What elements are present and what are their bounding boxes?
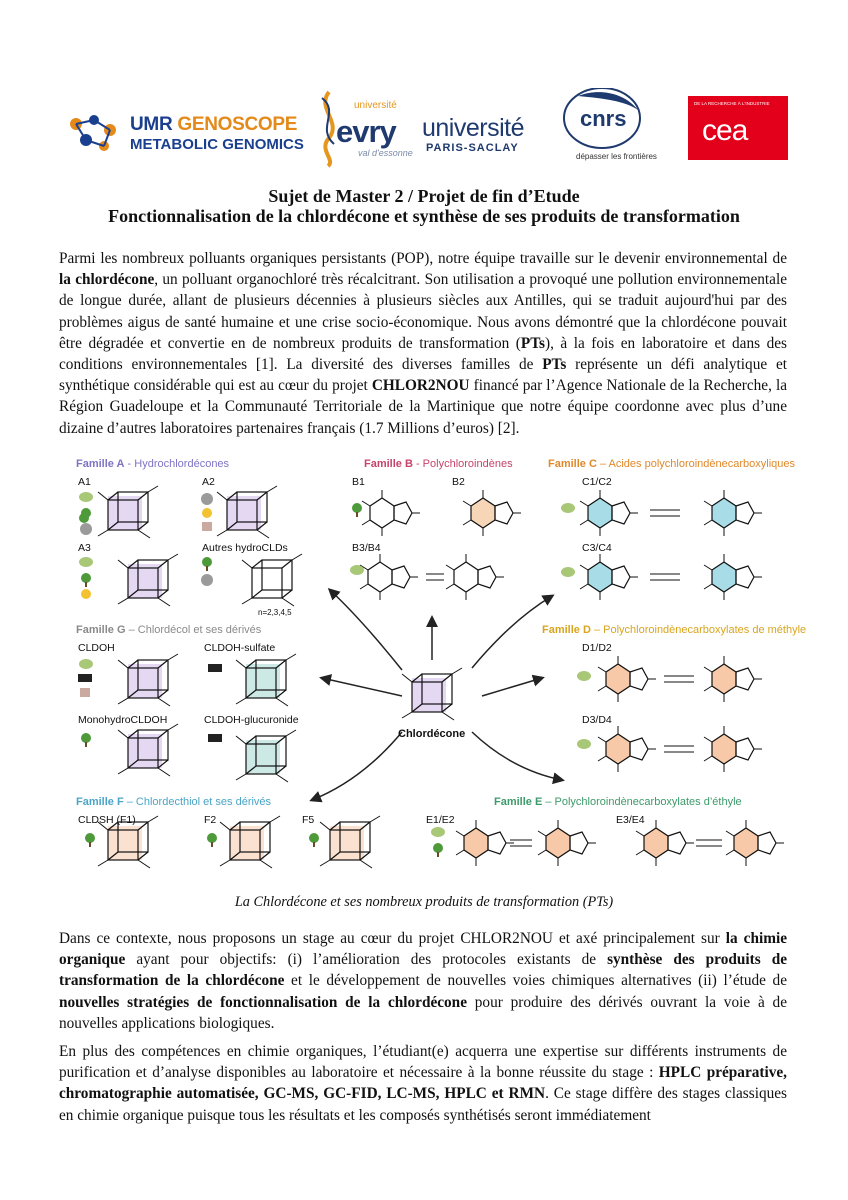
compound-cldsh: CLDSH (F1): [78, 814, 136, 826]
p2-bold-1: la chimie organique: [59, 930, 787, 969]
cea-tagline: DE LA RECHERCHE À L'INDUSTRIE: [694, 101, 770, 106]
cnrs-tagline: dépasser les frontières: [576, 152, 657, 161]
evry-logo: [314, 88, 414, 168]
genoscope-name: GENOSCOPE: [177, 114, 298, 135]
figure-caption: La Chlordécone et ses nombreux produits de transformation (PTs): [234, 894, 614, 910]
p2-text-4: pour produire des dérivés ouvrant la voie à de nouvelles applications biologiques.: [59, 993, 787, 1032]
p3-text-2: . Ce stage diffère des stages classiques en chimie organique puisque tous les résultats et les composés synthétisés seront immédiatement: [59, 1085, 787, 1124]
compound-cldoh-sulfate: CLDOH-sulfate: [204, 642, 276, 654]
evry-name: evry: [336, 114, 396, 149]
family-d-structures: [598, 656, 762, 772]
umr-genoscope-logo: [64, 110, 304, 156]
compound-a-other-n: n=2,3,4,5: [258, 608, 292, 617]
p1-text-2: , un polluant organochloré très récalcitrant. Son utilisation a provoqué une pollution environnementale de longue durée, allant de plusieurs décennies à plusieurs siècles aux Antilles, qui se traduit aujourd'hui par des problèmes aigus de santé humaine et une crise socio-économique. Nous avons démontré que la chlordécone pouvait être dégradée et convertie en de nombreux produits de transformation (: [59, 271, 787, 352]
logo-banner: [64, 88, 794, 168]
p3-text-1: En plus des compétences en chimie organiques, l’étudiant(e) acquerra une expertise sur différents instruments de purification et d’analyse disponibles au laboratoire et nécessaire à la bonne réussite du stage :: [59, 1043, 787, 1082]
genoscope-subtitle: METABOLIC GENOMICS: [130, 136, 304, 153]
genoscope-molecule-icon: [64, 110, 124, 156]
p1-bold-2: PTs: [520, 334, 545, 352]
family-b-structures: [360, 490, 521, 600]
compound-a-other: Autres hydroCLDs: [202, 542, 288, 554]
saclay-name: PARIS-SACLAY: [426, 142, 519, 154]
p2-text-2: ayant pour objectifs: (i) l’amélioration des protocoles existants de: [125, 951, 608, 969]
document-subtitle: Fonctionnalisation de la chlordécone et synthèse de ses produits de transformation: [108, 206, 740, 226]
family-f-structures: [98, 816, 380, 868]
saclay-universite: université: [422, 114, 524, 142]
genoscope-umr: UMR: [130, 114, 178, 135]
cea-logo: [688, 96, 788, 160]
skills-paragraph: [59, 1041, 787, 1126]
compound-cldoh: CLDOH: [78, 642, 115, 654]
compound-b34: B3/B4: [352, 542, 381, 554]
compound-f2: F2: [204, 814, 217, 826]
compound-e34: E3/E4: [616, 814, 645, 826]
svg-text:cnrs: cnrs: [580, 106, 627, 131]
family-e-label: Famille E – Polychloroindènecarboxylates d’éthyle: [494, 796, 742, 808]
compound-e12: E1/E2: [426, 814, 455, 826]
compound-monohydrocldoh: MonohydroCLDOH: [78, 714, 168, 726]
family-g-label: Famille G – Chlordécol et ses dérivés: [76, 624, 262, 636]
objectives-paragraph: [59, 928, 787, 1034]
intro-paragraph: [59, 248, 787, 439]
evry-universite: université: [354, 100, 397, 111]
p1-text-4: représente un défi analytique et synthétique considérable qui est au cœur du projet: [59, 356, 787, 395]
p1-bold-1: la chlordécone: [59, 271, 155, 289]
cnrs-emblem-icon: [554, 88, 654, 152]
paris-saclay-logo: [420, 114, 540, 154]
family-b-label: Famille B - Polychloroindènes: [364, 458, 513, 470]
compound-a3: A3: [78, 542, 91, 554]
compound-c12: C1/C2: [582, 476, 612, 488]
compound-d12: D1/D2: [582, 642, 612, 654]
p1-bold-3: PTs: [542, 356, 567, 374]
compound-a1: A1: [78, 476, 91, 488]
transformation-products-figure: [62, 450, 822, 890]
p2-bold-2: synthèse des produits de transformation de la chlordécone: [59, 951, 788, 990]
p1-text-1: Parmi les nombreux polluants organiques persistants (POP), notre équipe travaille sur le devenir environnemental de: [59, 250, 787, 267]
compound-c34: C3/C4: [582, 542, 612, 554]
compound-f5: F5: [302, 814, 315, 826]
compound-b1: B1: [352, 476, 365, 488]
compound-d34: D3/D4: [582, 714, 612, 726]
compound-b2: B2: [452, 476, 465, 488]
compound-cldoh-glucuronide: CLDOH-glucuronide: [204, 714, 299, 726]
p1-text-5: financé par l’Agence Nationale de la Recherche, la Région Guadeloupe et la Communauté Territoriale de la Martinique que notre équipe coordonne avec plus d’une dizaine d’autres laboratoires partenaires français (1.7 Millions d’euros) [2].: [59, 377, 787, 437]
p2-text-3: et le développement de nouvelles voies chimiques alternatives (ii) l’étude de: [284, 972, 787, 990]
evry-subtitle: val d'essonne: [358, 148, 413, 158]
document-title: Sujet de Master 2 / Projet de fin d’Etude: [268, 186, 580, 206]
chlordecone-structure: [402, 668, 462, 720]
family-c-label: Famille C – Acides polychloroindènecarboxyliques: [548, 458, 796, 470]
family-a-label: Famille A - Hydrochlordécones: [76, 458, 230, 470]
family-f-label: Famille F – Chlordecthiol et ses dérivés: [76, 796, 272, 808]
cnrs-logo: [554, 88, 657, 168]
p2-text-1: Dans ce contexte, nous proposons un stage au cœur du projet CHLOR2NOU et axé principalement sur: [59, 930, 726, 947]
p1-bold-4: CHLOR2NOU: [371, 377, 470, 395]
p1-text-3: ), à la fois en laboratoire et dans des conditions environnementales [1]. La diversité des diverses familles de: [59, 334, 787, 374]
family-e-structures: [456, 820, 784, 866]
family-d-label: Famille D – Polychloroindènecarboxylates de méthyle: [542, 624, 807, 636]
cea-name: cea: [702, 114, 748, 147]
center-compound-label: Chlordécone: [398, 728, 466, 740]
compound-a2: A2: [202, 476, 215, 488]
p3-bold-1: HPLC préparative, chromatographie automatisée, GC-MS, GC-FID, LC-MS, HPLC et RMN: [59, 1064, 787, 1103]
p2-bold-3: nouvelles stratégies de fonctionnalisation de la chlordécone: [59, 993, 467, 1011]
